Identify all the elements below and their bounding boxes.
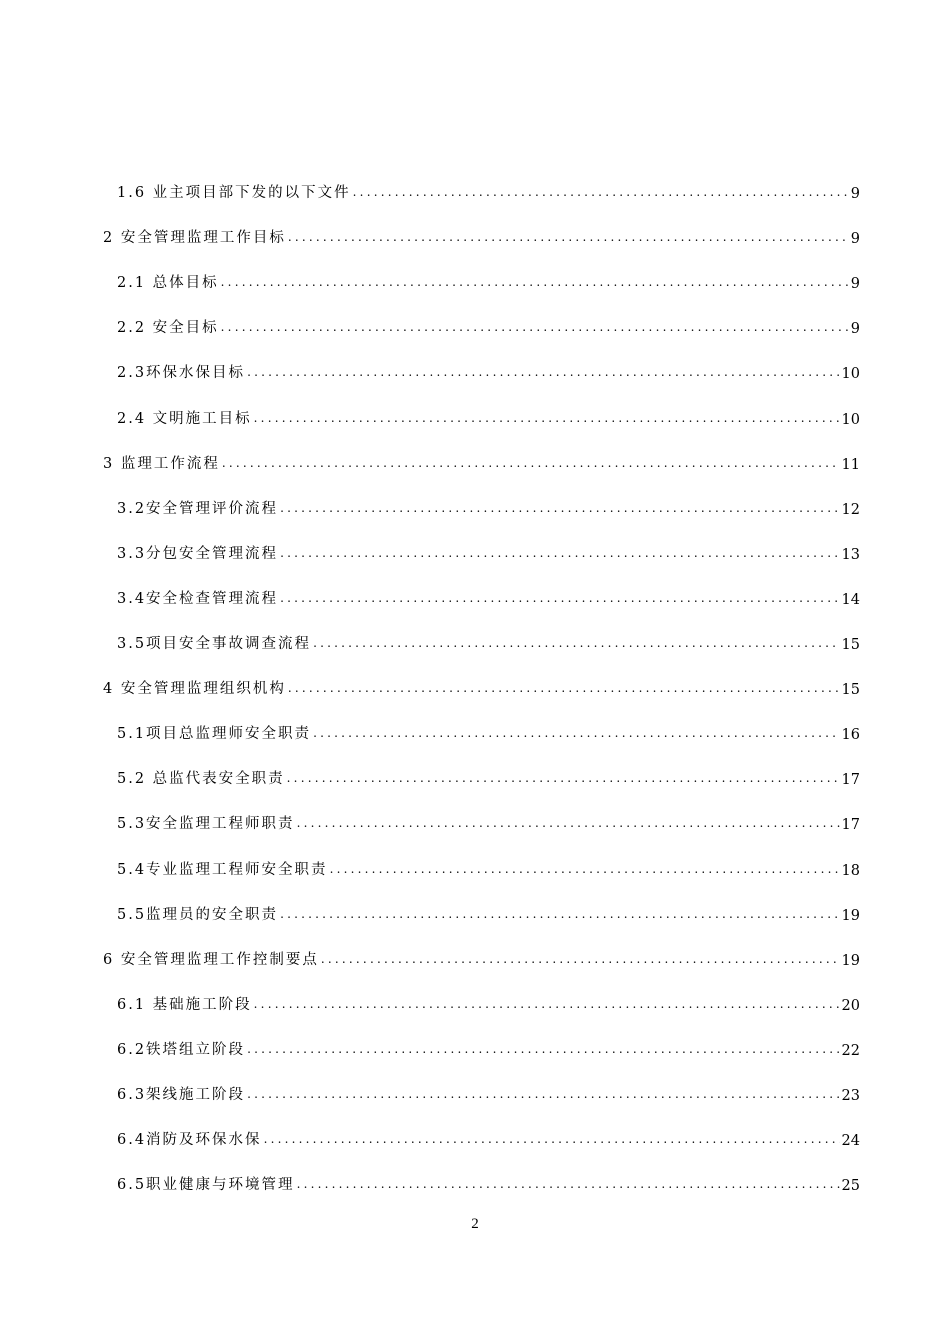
toc-entry-title: 1.6 业主项目部下发的以下文件 [117, 185, 351, 201]
toc-dot-leader [280, 589, 839, 607]
toc-entry-page: 20 [841, 997, 860, 1014]
toc-entry[interactable] [117, 402, 860, 428]
toc-entry[interactable] [117, 853, 860, 879]
toc-entry[interactable] [117, 266, 860, 292]
toc-dot-leader [254, 995, 840, 1013]
toc-entry-title: 6.3架线施工阶段 [117, 1087, 246, 1103]
toc-entry-title: 2.4 文明施工目标 [117, 410, 252, 427]
toc-entry-page: 15 [841, 637, 860, 653]
toc-entry-page: 12 [841, 501, 860, 518]
toc-dot-leader [287, 769, 840, 787]
toc-entry-title: 5.3安全监理工程师职责 [117, 816, 295, 833]
toc-dot-leader [353, 183, 849, 201]
toc-dot-leader [280, 905, 839, 923]
toc-entry-page: 18 [841, 862, 860, 879]
toc-entry-title: 6.5职业健康与环境管理 [117, 1177, 295, 1194]
toc-entry[interactable] [117, 898, 860, 924]
toc-dot-leader [313, 634, 839, 652]
toc-entry[interactable] [117, 1168, 860, 1194]
toc-dot-leader [221, 318, 849, 336]
toc-entry-title: 2.2 安全目标 [117, 320, 219, 337]
toc-entry[interactable] [103, 943, 860, 969]
toc-entry[interactable] [117, 176, 860, 202]
toc-entry-page: 9 [850, 276, 860, 293]
toc-entry-page: 23 [841, 1088, 860, 1104]
toc-dot-leader [222, 454, 840, 472]
toc-entry-title: 2 安全管理监理工作目标 [103, 230, 286, 247]
toc-entry-title: 3.3分包安全管理流程 [117, 545, 279, 562]
toc-entry[interactable] [117, 492, 860, 518]
toc-entry[interactable] [117, 717, 860, 743]
toc-entry[interactable] [103, 221, 860, 247]
toc-dot-leader [264, 1130, 840, 1148]
toc-entry[interactable] [117, 1033, 860, 1059]
toc-entry-title: 2.1 总体目标 [117, 275, 219, 292]
toc-dot-leader [288, 228, 849, 246]
toc-dot-leader [297, 814, 840, 832]
toc-dot-leader [288, 679, 840, 697]
toc-entry-title: 2.3环保水保目标 [117, 365, 246, 382]
toc-dot-leader [247, 1085, 839, 1103]
toc-dot-leader [247, 1040, 839, 1058]
toc-entry-title: 4 安全管理监理组织机构 [103, 681, 286, 698]
toc-dot-leader [313, 724, 839, 742]
toc-entry-title: 6 安全管理监理工作控制要点 [103, 951, 319, 968]
toc-entry-title: 3.2安全管理评价流程 [117, 500, 279, 517]
toc-dot-leader [297, 1175, 840, 1193]
toc-entry-page: 17 [841, 772, 860, 789]
toc-entry-page: 17 [841, 817, 860, 834]
toc-entry[interactable] [117, 988, 860, 1014]
toc-entry-page: 13 [841, 546, 860, 563]
toc-entry-page: 19 [841, 907, 860, 924]
toc-entry-title: 3 监理工作流程 [103, 455, 220, 472]
toc-dot-leader [221, 273, 849, 291]
toc-entry-page: 11 [841, 456, 860, 473]
toc-entry[interactable] [103, 672, 860, 698]
page-number: 2 [471, 1216, 479, 1232]
toc-entry-page: 9 [850, 321, 860, 338]
toc-dot-leader [280, 544, 839, 562]
toc-entry-page: 14 [841, 591, 860, 608]
toc-entry-title: 3.5项目安全事故调查流程 [117, 636, 312, 652]
toc-entry-page: 9 [850, 186, 860, 202]
toc-entry-title: 5.5监理员的安全职责 [117, 906, 279, 923]
toc-entry[interactable] [117, 356, 860, 382]
toc-entry[interactable] [117, 1123, 860, 1149]
toc-entry[interactable] [117, 807, 860, 833]
toc-entry-title: 6.2铁塔组立阶段 [117, 1041, 246, 1058]
toc-entry[interactable] [103, 447, 860, 473]
toc-entry-title: 3.4安全检查管理流程 [117, 590, 279, 607]
toc-entry-title: 5.1项目总监理师安全职责 [117, 726, 312, 743]
toc-entry-page: 10 [841, 366, 860, 383]
toc-dot-leader [280, 499, 839, 517]
toc-entry[interactable] [117, 762, 860, 788]
toc-entry-page: 15 [841, 682, 860, 699]
toc-entry-page: 25 [841, 1178, 860, 1195]
toc-dot-leader [254, 409, 840, 427]
toc-entry-title: 6.4消防及环保水保 [117, 1132, 262, 1149]
toc-entry-page: 22 [841, 1042, 860, 1059]
toc-entry[interactable] [117, 311, 860, 337]
toc-dot-leader [247, 363, 839, 381]
toc-entry-title: 5.2 总监代表安全职责 [117, 771, 285, 788]
toc-entry-page: 9 [850, 231, 860, 248]
toc-entry-page: 10 [841, 411, 860, 428]
toc-entry[interactable] [117, 537, 860, 563]
toc-dot-leader [330, 860, 840, 878]
toc-dot-leader [321, 950, 840, 968]
toc-entry-page: 16 [841, 727, 860, 744]
toc-entry-page: 19 [841, 952, 860, 969]
toc-entry-title: 5.4专业监理工程师安全职责 [117, 861, 328, 878]
toc-entry-title: 6.1 基础施工阶段 [117, 996, 252, 1013]
toc-entry[interactable] [117, 582, 860, 608]
toc-entry[interactable] [117, 627, 860, 653]
toc-entry[interactable] [117, 1078, 860, 1104]
toc-entry-page: 24 [841, 1133, 860, 1150]
